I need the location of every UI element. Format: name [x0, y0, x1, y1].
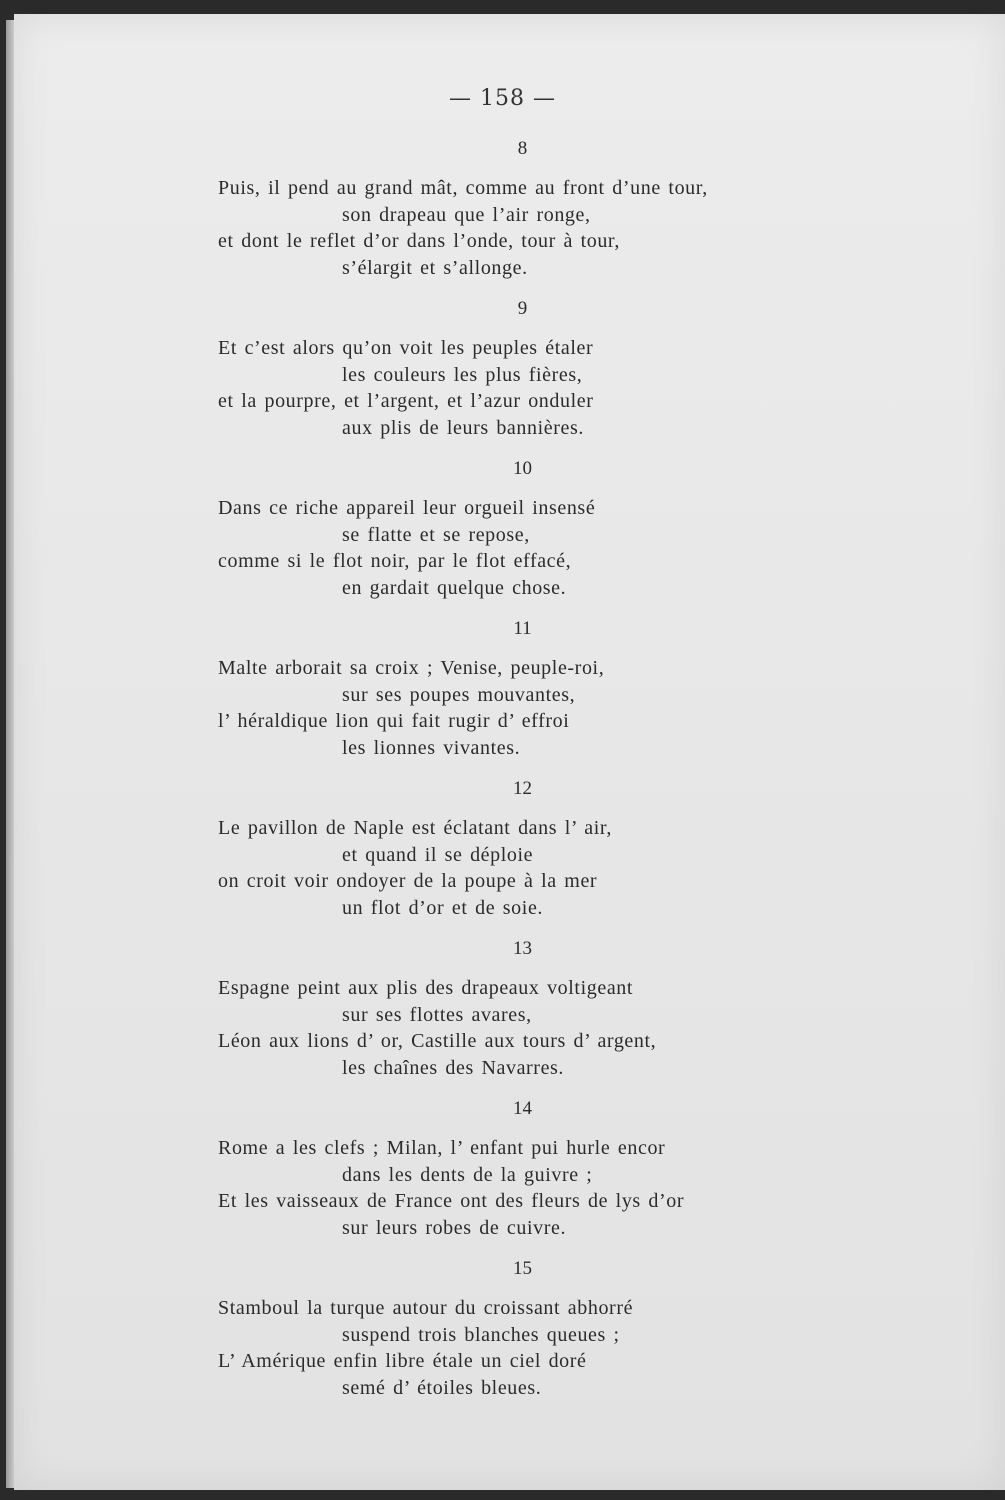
verse-line: sur ses poupes mouvantes,	[342, 683, 576, 706]
verse-line: en gardait quelque chose.	[342, 576, 567, 599]
verse-line: les lionnes vivantes.	[342, 736, 521, 759]
stanza	[0, 495, 1005, 601]
stanza	[0, 335, 1005, 441]
verse-line: Et c’est alors qu’on voit les peuples étaler	[218, 337, 594, 359]
stanza-number: 13	[513, 938, 532, 959]
verse-line: Espagne peint aux plis des drapeaux voltigeant	[218, 977, 634, 999]
verse-line: et dont le reflet d’or dans l’onde, tour à tour,	[218, 230, 620, 252]
stanza-number: 12	[513, 778, 532, 799]
verse-line: Dans ce riche appareil leur orgueil insensé	[218, 497, 596, 519]
poem	[0, 135, 1005, 1415]
verse-line: dans les dents de la guivre ;	[342, 1163, 593, 1186]
verse-line: s’élargit et s’allonge.	[342, 256, 528, 279]
verse-line: sur ses flottes avares,	[342, 1003, 532, 1026]
verse-line: et quand il se déploie	[342, 843, 534, 866]
verse-line: Stamboul la turque autour du croissant abhorré	[218, 1297, 634, 1319]
verse-line: Léon aux lions d’ or, Castille aux tours d’ argent,	[218, 1030, 657, 1052]
verse-line: sur leurs robes de cuivre.	[342, 1216, 567, 1239]
verse-line: Et les vaisseaux de France ont des fleurs de lys d’or	[218, 1190, 685, 1212]
stanza-number: 10	[513, 458, 532, 479]
stanza	[0, 655, 1005, 761]
verse-line: Puis, il pend au grand mât, comme au front d’une tour,	[218, 177, 708, 199]
verse-line: et la pourpre, et l’argent, et l’azur onduler	[218, 390, 594, 412]
verse-line: suspend trois blanches queues ;	[342, 1323, 620, 1346]
stanza-number: 8	[517, 138, 528, 159]
stanza-number: 14	[513, 1098, 532, 1119]
verse-line: les chaînes des Navarres.	[342, 1056, 565, 1079]
verse-line: son drapeau que l’air ronge,	[342, 203, 591, 226]
stanza-number: 9	[517, 298, 528, 319]
verse-line: un flot d’or et de soie.	[342, 896, 544, 919]
verse-line: on croit voir ondoyer de la poupe à la mer	[218, 870, 598, 892]
stanza	[0, 1135, 1005, 1241]
stanza	[0, 175, 1005, 281]
stanza-number: 11	[513, 618, 532, 639]
verse-line: aux plis de leurs bannières.	[342, 416, 584, 439]
verse-line: L’ Amérique enfin libre étale un ciel doré	[218, 1350, 587, 1372]
verse-line: Le pavillon de Naple est éclatant dans l’ air,	[218, 817, 612, 839]
verse-line: comme si le flot noir, par le flot effacé,	[218, 550, 572, 572]
stanza-number: 15	[513, 1258, 532, 1279]
stanza	[0, 815, 1005, 921]
verse-line: Rome a les clefs ; Milan, l’ enfant pui hurle encor	[218, 1137, 666, 1159]
stanza	[0, 975, 1005, 1081]
verse-line: semé d’ étoiles bleues.	[342, 1376, 542, 1399]
verse-line: les couleurs les plus fières,	[342, 363, 583, 386]
verse-line: se flatte et se repose,	[342, 523, 530, 546]
stanza	[0, 1295, 1005, 1401]
page-number: — 158 —	[449, 86, 556, 111]
verse-line: Malte arborait sa croix ; Venise, peuple-roi,	[218, 657, 605, 679]
verse-line: l’ héraldique lion qui fait rugir d’ effroi	[218, 710, 570, 732]
